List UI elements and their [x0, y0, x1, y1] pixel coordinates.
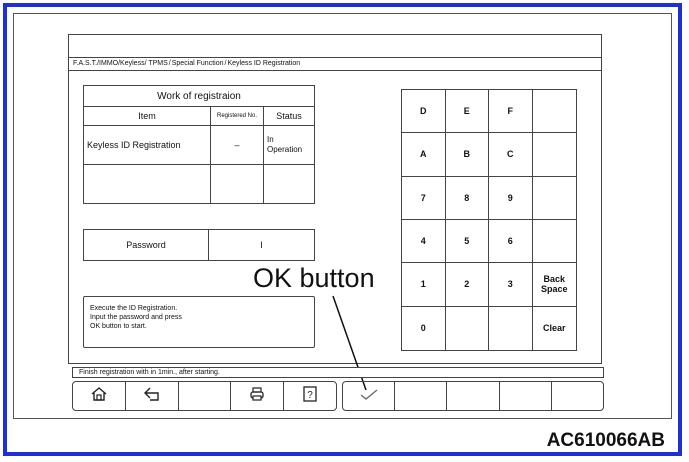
status-cell: In Operation [264, 126, 315, 165]
key-blank [533, 133, 577, 176]
toolbar-blank-button[interactable] [500, 382, 552, 410]
item-cell: Keyless ID Registration [84, 126, 211, 165]
key-blank [446, 307, 490, 350]
column-header-item: Item [84, 107, 211, 126]
key-blank [489, 307, 533, 350]
key-8[interactable]: 8 [446, 177, 490, 220]
breadcrumb [69, 57, 601, 71]
status-bar: Finish registration with in 1min., after starting. [72, 367, 604, 378]
password-field[interactable] [83, 229, 315, 261]
title-bar [69, 35, 601, 58]
work-of-registration-table [83, 85, 315, 204]
toolbar-blank-button[interactable] [552, 382, 603, 410]
breadcrumb-item-special-function[interactable]: Special Function [171, 60, 224, 67]
back-icon [142, 386, 162, 407]
message-line: OK button to start. [90, 323, 147, 330]
key-7[interactable]: 7 [402, 177, 446, 220]
key-3[interactable]: 3 [489, 263, 533, 306]
toolbar-blank-button[interactable] [447, 382, 499, 410]
key-blank [533, 90, 577, 133]
svg-text:?: ? [307, 389, 313, 401]
registered-no-cell: – [211, 126, 264, 165]
key-6[interactable]: 6 [489, 220, 533, 263]
home-button[interactable] [73, 382, 126, 410]
back-button[interactable] [126, 382, 179, 410]
figure-id-caption: AC610066AB [546, 430, 665, 451]
key-1[interactable]: 1 [402, 263, 446, 306]
key-f[interactable]: F [489, 90, 533, 133]
key-blank [533, 220, 577, 263]
key-4[interactable]: 4 [402, 220, 446, 263]
breadcrumb-separator: / [168, 60, 171, 67]
status-cell [264, 165, 315, 204]
breadcrumb-separator: / [224, 60, 227, 67]
help-icon [303, 386, 317, 407]
work-table-title: Work of registraion [84, 86, 315, 107]
key-2[interactable]: 2 [446, 263, 490, 306]
key-9[interactable]: 9 [489, 177, 533, 220]
registered-no-cell [211, 165, 264, 204]
key-c[interactable]: C [489, 133, 533, 176]
help-button[interactable] [284, 382, 336, 410]
breadcrumb-item-keyless-id-registration: Keyless ID Registration [227, 60, 301, 67]
back-space-key[interactable]: Back Space [533, 263, 577, 306]
item-cell [84, 165, 211, 204]
password-label: Password [84, 230, 209, 260]
keypad [401, 89, 577, 351]
message-line: Input the password and press [90, 314, 182, 321]
tool-screen [68, 34, 602, 364]
key-0[interactable]: 0 [402, 307, 446, 350]
ok-button-callout-label: OK button [253, 263, 375, 293]
breadcrumb-item-fast[interactable]: F.A.S.T./IMMO/Keyless/ TPMS [73, 60, 168, 67]
checkmark-icon [358, 387, 380, 406]
key-e[interactable]: E [446, 90, 490, 133]
password-input[interactable]: I [260, 240, 263, 250]
column-header-status: Status [264, 107, 315, 126]
toolbar-right [342, 381, 604, 411]
clear-key[interactable]: Clear [542, 323, 566, 334]
toolbar-blank-button[interactable] [395, 382, 447, 410]
print-button[interactable] [231, 382, 284, 410]
table-row [84, 165, 315, 204]
toolbar-blank-button[interactable] [179, 382, 232, 410]
table-row [84, 126, 315, 165]
key-a[interactable]: A [402, 133, 446, 176]
message-line: Execute the ID Registration. [90, 305, 178, 312]
key-b[interactable]: B [446, 133, 490, 176]
column-header-registered-no: Registered No. [211, 107, 264, 126]
key-blank [533, 177, 577, 220]
key-5[interactable]: 5 [446, 220, 490, 263]
home-icon [90, 386, 108, 407]
key-d[interactable]: D [402, 90, 446, 133]
toolbar-left [72, 381, 337, 411]
print-icon [248, 386, 266, 407]
ok-button[interactable] [343, 382, 395, 410]
instruction-message [83, 296, 315, 348]
